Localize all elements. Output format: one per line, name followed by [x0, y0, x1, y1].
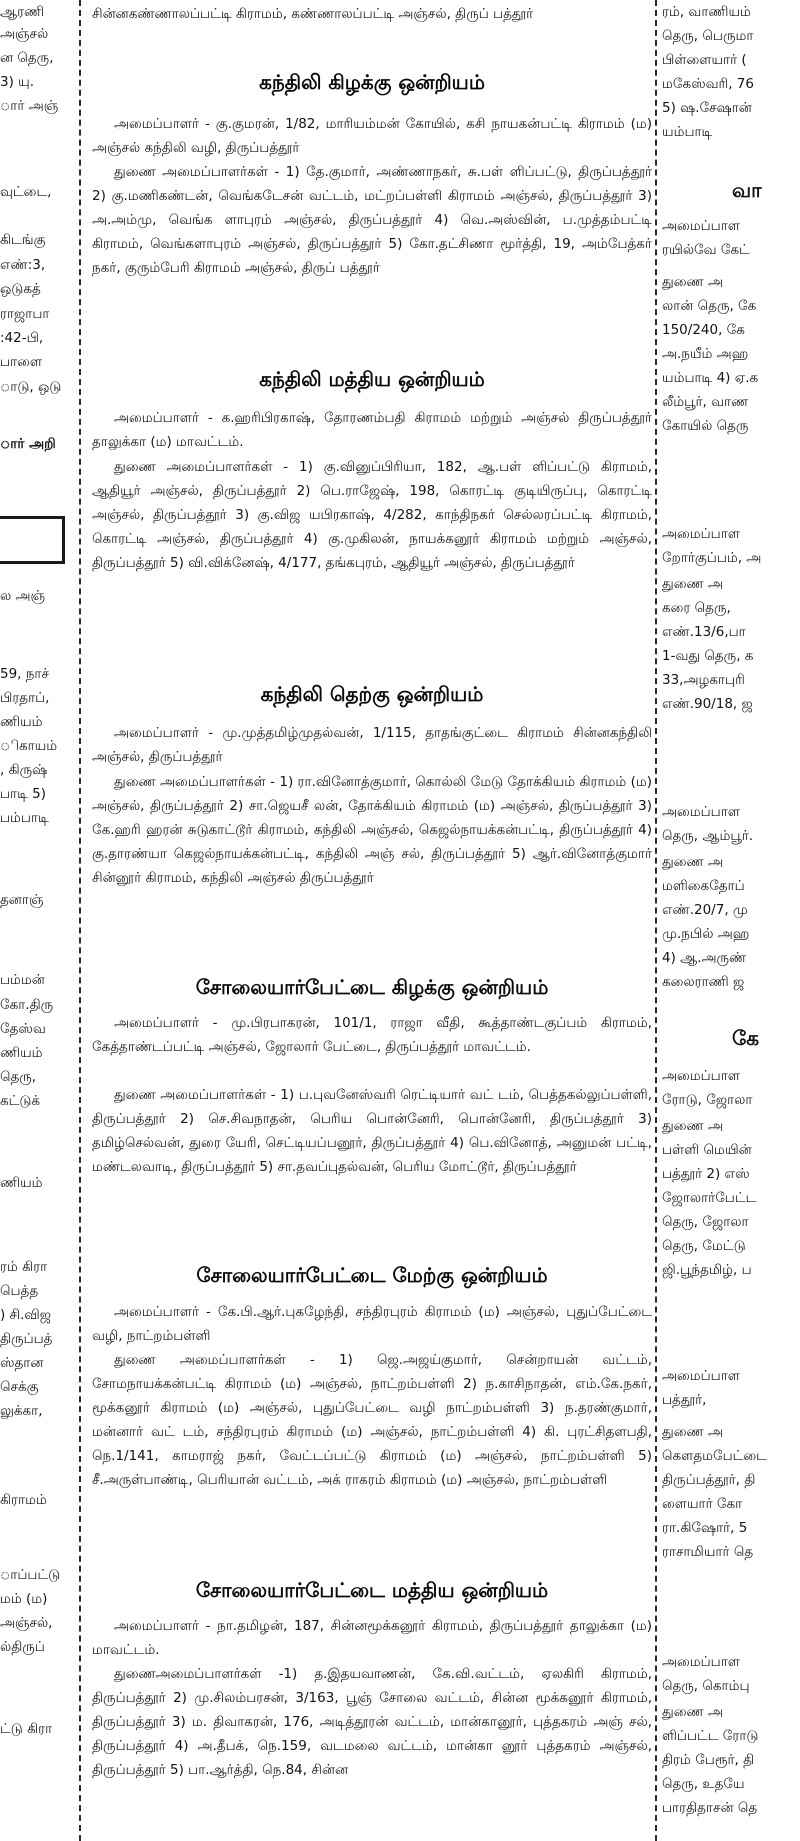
right-column-fragment: மகேஸ்வரி, 76	[662, 76, 754, 92]
left-column-fragment: ணியம்	[0, 714, 43, 730]
right-column-fragment: தெரு, மேட்டு	[662, 1238, 746, 1254]
left-column-fragment: லுக்கா,	[0, 1403, 43, 1419]
left-column-fragment: கட்டுக்	[0, 1093, 41, 1109]
left-column-fragment: ட்டு கிரா	[0, 1721, 53, 1737]
right-column-fragment: 1-வது தெரு, க	[662, 648, 754, 664]
left-column-fragment: தேஸ்வ	[0, 1021, 46, 1037]
right-column-heading-fragment: கே	[732, 1026, 759, 1050]
right-column-fragment: ரம், வாணியம்	[662, 4, 751, 20]
section-heading: கந்திலி தெற்கு ஒன்றியம்	[260, 682, 484, 706]
right-column-fragment: பத்தூர்,	[662, 1392, 707, 1408]
left-column-fragment: ணியம்	[0, 1175, 43, 1191]
left-column-fragment: , கிருஷ்	[0, 762, 48, 778]
right-column-fragment: எண்.13/6,பா	[662, 624, 746, 640]
right-column-fragment: பள்ளி மெயின்	[662, 1142, 752, 1158]
left-column-fragment: ன தெரு,	[0, 50, 54, 66]
right-column-fragment: திரம் பேரூர், தி	[662, 1752, 755, 1768]
column-divider	[79, 0, 81, 1841]
left-column-fragment: 3) யு.	[0, 74, 35, 90]
left-column-fragment: ார் அஞ்	[0, 98, 59, 114]
right-column-fragment: அமைப்பாள	[662, 1068, 740, 1084]
left-column-fragment: ிகாயம்	[0, 738, 58, 754]
right-column-fragment: லீம்பூர், வாண	[662, 394, 749, 410]
left-column	[0, 0, 74, 1841]
right-column-fragment: ளையார் கோ	[662, 1496, 743, 1512]
right-column-fragment: ஜி.பூந்தமிழ், ப	[662, 1262, 752, 1278]
left-column-fragment: கோ.திரு	[0, 997, 54, 1013]
left-column-fragment: ஒடுகத்	[0, 281, 41, 297]
right-column-fragment: எண்.20/7, மு	[662, 902, 748, 918]
right-column-fragment: தெரு, உதயே	[662, 1776, 745, 1792]
right-column-fragment: அமைப்பாள	[662, 1368, 740, 1384]
left-column-fragment: :42-பி,	[0, 330, 44, 346]
ad-box-edge	[0, 516, 65, 564]
right-column-fragment: மு.நபில் அஹ	[662, 926, 750, 942]
organizer-paragraph: அமைப்பாளர் - மு.பிரபாகரன், 101/1, ராஜா வீதி, கூத்தாண்டகுப்பம் கிராமம், கேத்தாண்டப்பட்டி அஞ்சல், ஜோலார் பேட்டை, திருப்பத்தூர் மாவட்டம்.	[92, 1015, 652, 1055]
right-column-fragment: றோர்குப்பம், அ	[662, 550, 762, 566]
left-column-fragment: ஆரணி	[0, 4, 45, 20]
right-column-fragment: 150/240, கே	[662, 322, 745, 338]
organizer-paragraph: அமைப்பாளர் - நா.தமிழன், 187, சின்னமூக்கனூர் கிராமம், திருப்பத்தூர் தாலுக்கா (ம) மாவட்டம்.	[92, 1618, 652, 1658]
left-column-fragment: பம்மன்	[0, 972, 45, 988]
right-column	[662, 0, 800, 1841]
left-column-fragment: ல்திருப்	[0, 1639, 45, 1655]
left-column-fragment: அஞ்சல்	[0, 26, 49, 42]
right-column-fragment: ரயில்வே கேட்	[662, 242, 750, 258]
left-column-fragment: மம் (ம)	[0, 1591, 48, 1607]
right-column-fragment: அமைப்பாள	[662, 218, 740, 234]
right-column-fragment: 33,அழகாபுரி	[662, 672, 745, 688]
right-column-fragment: அ.நயீம் அஹ	[662, 346, 749, 362]
left-column-fragment: பெத்த	[0, 1283, 39, 1299]
left-column-fragment: ) சி.விஜ	[0, 1307, 52, 1323]
right-column-fragment: 4) ஆ.அருண்	[662, 950, 747, 966]
left-column-fragment: வுட்டை,	[0, 184, 52, 200]
left-column-fragment: பம்பாடி	[0, 810, 49, 826]
right-column-fragment: பத்தூர் 2) எஸ்	[662, 1166, 750, 1182]
right-column-fragment: துணை அ	[662, 1704, 723, 1720]
left-column-fragment: 59, நாச்	[0, 666, 49, 682]
right-column-fragment: ரா.கிஷோர், 5	[662, 1520, 748, 1536]
deputy-paragraph: துணை அமைப்பாளர்கள் - 1) ப.புவனேஸ்வரி ரெட்டியார் வட் டம், பெத்தகல்லுப்பள்ளி, திருப்பத்தூர் 2) செ.சிவநாதன், பெரிய பொன்னேரி, பொன்னேரி, திருப்பத்தூர் 3) தமிழ்செல்வன், துரை யேரி, செட்டியப்பனூர், திருப்பத்தூர் 4) பெ.வினோத், அனுமன் பட்டி, மண்டலவாடி, திருப்பத்தூர் 5) சா.தவப்புதல்வன், பெரிய மோட்டூர், திருப்பத்தூர்	[92, 1087, 652, 1175]
right-column-fragment: பாரதிதாசன் தெ	[662, 1800, 758, 1816]
left-column-fragment: பாடி 5)	[0, 786, 46, 802]
left-column-fragment: பாளை	[0, 354, 43, 370]
left-column-fragment: ாடு, ஒடு	[0, 379, 62, 395]
left-column-fragment: ரம் கிரா	[0, 1259, 48, 1275]
deputy-paragraph: துணை அமைப்பாளர்கள் - 1) ரா.வினோத்குமார், கொல்லி மேடு தோக்கியம் கிராமம் (ம) அஞ்சல், திருப்பத்தூர் 2) சா.ஜெயசீ லன், தோக்கியம் கிராமம் (ம) அஞ்சல், திருப்பத்தூர் 3) கே.ஹரி ஹரன் சுடுகாட்டூர் கிராமம், கந்திலி அஞ்சல், கெஜல்நாயக்கன்பட்டி, திருப்பத்தூர் 4) கு.தாரண்யா கெஜல்நாயக்கன்பட்டி, கந்திலி அஞ் சல், திருப்பத்தூர் 5) ஆர்.வினோத்குமார் சின்னூர் கிராமம், கந்திலி அஞ்சல் திருப்பத்தூர்	[92, 774, 652, 886]
right-column-fragment: அமைப்பாள	[662, 1654, 740, 1670]
right-column-fragment: ரோடு, ஜோலா	[662, 1092, 753, 1108]
right-column-fragment: எண்.90/18, ஜ	[662, 696, 753, 712]
left-column-fragment: கிடங்கு	[0, 232, 46, 248]
right-column-fragment: அமைப்பாள	[662, 804, 740, 820]
right-column-heading-fragment: வா	[732, 178, 762, 202]
section-heading: கந்திலி கிழக்கு ஒன்றியம்	[259, 70, 485, 94]
right-column-fragment: கௌதமபேட்டை	[662, 1448, 767, 1464]
left-column-fragment: கிராமம்	[0, 1492, 47, 1508]
left-column-fragment: ணியம்	[0, 1045, 43, 1061]
deputy-paragraph: துணை அமைப்பாளர்கள் - 1) தே.குமார், அண்ணாநகர், சு.பள் ளிப்பட்டு, திருப்பத்தூர் 2) கு.மணிகண்டன், வெங்கடேசன் வட்டம், மட்றப்பள்ளி கிராமம் அஞ்சல், திருப்பத்தூர் 3) அ.அம்மு, வெங்க ளாபுரம் அஞ்சல், திருப்பத்தூர் 4) வெ.அஸ்வின், ப.முத்தம்பட்டி கிராமம், வெங்களாபுரம் அஞ்சல், திருப்பத்தூர் 5) கோ.தட்சிணா மூர்த்தி, 19, அம்பேத்கர் நகர், குரும்பேரி கிராமம் அஞ்சல், திருப் பத்தூர்	[92, 164, 652, 276]
right-column-fragment: தெரு, பெருமா	[662, 28, 754, 44]
right-column-fragment: தெரு, ஜோலா	[662, 1214, 749, 1230]
right-column-fragment: ளிப்பட்ட ரோடு	[662, 1728, 759, 1744]
left-column-fragment: செக்கு	[0, 1379, 39, 1395]
right-column-fragment: ஜோலார்பேட்ட	[662, 1190, 757, 1206]
left-column-fragment: தனாஞ்	[0, 892, 44, 908]
left-column-fragment: திருப்பத்	[0, 1331, 53, 1347]
right-column-fragment: யம்பாடி	[662, 124, 713, 140]
right-column-fragment: கரை தெரு,	[662, 600, 731, 616]
left-column-fragment: எண்:3,	[0, 257, 46, 273]
deputy-paragraph: துணை அமைப்பாளர்கள் - 1) ஜெ.அஜய்குமார், சென்றாயன் வட்டம், சோமநாயக்கன்பட்டி கிராமம் (ம) அஞ்சல், நாட்றம்பள்ளி 2) ந.காசிநாதன், எம்.கே.நகர், மூக்கனூர் கிராமம் (ம) அஞ்சல், புதுப்பேட்டை வழி நாட்றம்பள்ளி 3) ந.தரண்குமார், மன்னார் வட் டம், சந்திரபுரம் கிராமம் (ம) அஞ்சல், நாட்றம்பள்ளி 4) கி. புரட்சிதளபதி, நெ.1/141, காமராஜ் நகர், வேட்டப்பட்டு கிராமம் (ம) அஞ்சல், நாட்றம்பள்ளி 5) சீ.அருள்பாண்டி, பெரியான் வட்டம், அக் ராகரம் கிராமம் (ம) அஞ்சல், நாட்றம்பள்ளி	[92, 1352, 652, 1488]
right-column-fragment: தெரு, கொம்பு	[662, 1678, 750, 1694]
right-column-fragment: 5) ஷ.சேஷான்	[662, 100, 752, 116]
left-column-fragment: ல அஞ்	[0, 588, 46, 604]
right-column-fragment: துணை அ	[662, 854, 723, 870]
organizer-paragraph: அமைப்பாளர் - கே.பி.ஆர்.புகழேந்தி, சந்திரபுரம் கிராமம் (ம) அஞ்சல், புதுப்பேட்டை வழி, நாட்றம்பள்ளி	[92, 1304, 652, 1344]
organizer-paragraph: அமைப்பாளர் - மு.முத்தமிழ்முதல்வன், 1/115, தாதங்குட்டை கிராமம் சின்னகந்திலி அஞ்சல், திருப்பத்தூர்	[92, 725, 652, 765]
right-column-fragment: துணை அ	[662, 1118, 723, 1134]
right-column-fragment: கலைராணி ஜ	[662, 974, 745, 990]
left-column-fragment: பிரதாப்,	[0, 690, 50, 706]
section-heading: சோலையார்பேட்டை மேற்கு ஒன்றியம்	[196, 1263, 548, 1287]
right-column-fragment: அமைப்பாள	[662, 526, 740, 542]
right-column-fragment: கோயில் தெரு	[662, 418, 749, 434]
left-column-fragment: தெரு,	[0, 1069, 37, 1085]
middle-column	[92, 0, 652, 1841]
right-column-fragment: ராசாமியார் தெ	[662, 1544, 754, 1560]
left-column-fragment: ராஜாபா	[0, 306, 50, 322]
right-column-fragment: துணை அ	[662, 576, 723, 592]
right-column-fragment: மளிகைதோப்	[662, 878, 745, 894]
right-column-fragment: துணை அ	[662, 274, 723, 290]
section-heading: சோலையார்பேட்டை கிழக்கு ஒன்றியம்	[195, 975, 549, 999]
section-heading: சோலையார்பேட்டை மத்திய ஒன்றியம்	[195, 1578, 549, 1602]
section-heading: கந்திலி மத்திய ஒன்றியம்	[259, 367, 485, 391]
deputy-paragraph: துணைஅமைப்பாளர்கள் -1) த.இதயவாணன், கே.வி.வட்டம், ஏலகிரி கிராமம், திருப்பத்தூர் 2) மு.சிலம்பரசன், 3/163, பூஞ் சோலை வட்டம், சின்ன மூக்கனூர் கிராமம், திருப்பத்தூர் 3) ம. திவாகரன், 176, அடித்தூரன் வட்டம், மான்கானூர், புத்தகரம் அஞ் சல், திருப்பத்தூர் 4) அ.தீபக், நெ.159, வடமலை வட்டம், மான்கா னூர் புத்தகரம் அஞ்சல், திருப்பத்தூர் 5) பா.ஆர்த்தி, நெ.84, சின்ன	[92, 1666, 652, 1778]
right-column-fragment: தெரு, ஆம்பூர்.	[662, 828, 754, 844]
left-column-fragment: ாப்பட்டு	[0, 1567, 61, 1583]
organizer-paragraph: அமைப்பாளர் - கு.குமரன், 1/82, மாரியம்மன் கோயில், கசி நாயகன்பட்டி கிராமம் (ம) அஞ்சல் கந்திலி வழி, திருப்பத்தூர்	[92, 116, 652, 156]
column-divider	[655, 0, 657, 1841]
right-column-fragment: பிள்ளையார் (	[662, 52, 747, 68]
top-line: சின்னகண்ணாலப்பட்டி கிராமம், கண்ணாலப்பட்டி அஞ்சல், திருப் பத்தூர்	[92, 6, 534, 22]
right-column-fragment: திருப்பத்தூர், தி	[662, 1472, 756, 1488]
left-column-fragment: ார் அறி	[0, 436, 56, 452]
organizer-paragraph: அமைப்பாளர் - க.ஹரிபிரகாஷ், தோரணம்பதி கிராமம் மற்றும் அஞ்சல் திருப்பத்தூர் தாலுக்கா (ம) மாவட்டம்.	[92, 410, 652, 450]
right-column-fragment: லான் தெரு, கே	[662, 298, 757, 314]
deputy-paragraph: துணை அமைப்பாளர்கள் - 1) கு.வினுப்பிரியா, 182, ஆ.பள் ளிப்பட்டு கிராமம், ஆதியூர் அஞ்சல், திருப்பத்தூர் 2) பெ.ராஜேஷ், 198, கொரட்டி குடியிருப்பு, கொரட்டி அஞ்சல், திருப்பத்தூர் 3) கு.விஜ யபிரகாஷ், 4/282, காந்திநகர் செல்லரப்பட்டி கிராமம், கொரட்டி அஞ்சல், திருப்பத்தூர் 4) கு.முகிலன், நாயக்கனூர் கிராமம் மற்றும் அஞ்சல், திருப்பத்தூர் 5) வி.விக்னேஷ், 4/177, தங்கபுரம், ஆதியூர் அஞ்சல், திருப்பத்தூர்	[92, 459, 652, 571]
left-column-fragment: அஞ்சல்,	[0, 1615, 53, 1631]
left-column-fragment: ஸ்தான	[0, 1355, 44, 1371]
right-column-fragment: யம்பாடி 4) ஏ.க	[662, 370, 759, 386]
right-column-fragment: துணை அ	[662, 1424, 723, 1440]
